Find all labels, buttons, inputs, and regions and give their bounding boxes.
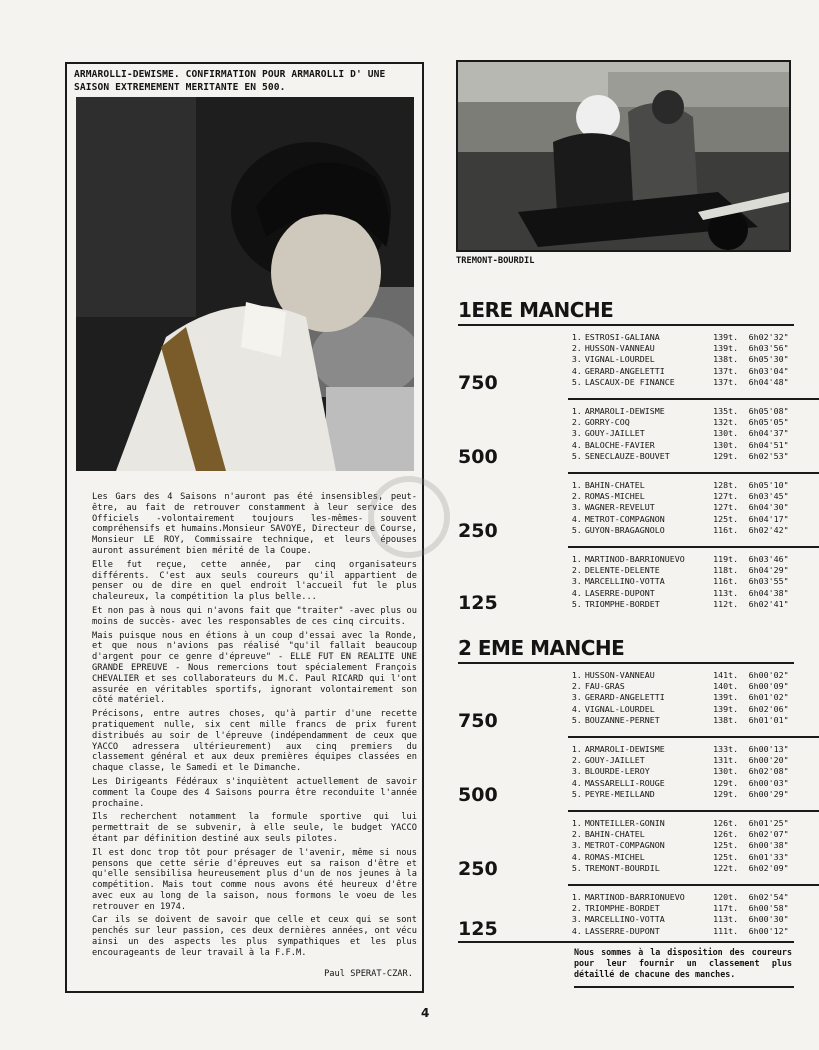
table-row: 1. HUSSON-VANNEAU 141t. 6h00'02" <box>571 670 789 680</box>
article-paragraph: Ils recherchent notamment la formule sportive qui lui permettrait de se subvenir, à elle seule, le budget YACCO étant par définition destiné aux seuls pilotes. <box>92 812 417 844</box>
class-block-750 <box>458 664 794 734</box>
table-row: 5. LASCAUX-DE FINANCE 137t. 6h04'48" <box>571 376 789 387</box>
small-photo-caption: TREMONT-BOURDIL <box>456 256 535 266</box>
table-row: 1. ESTROSI-GALIANA 139t. 6h02'32" <box>571 332 789 342</box>
table-row: 2. BAHIN-CHATEL 126t. 6h02'07" <box>571 829 789 840</box>
class-label: 250 <box>458 858 498 880</box>
photo-caption-main: ARMAROLLI-DEWISME. CONFIRMATION POUR ARMAROLLI D' UNE SAISON EXTREMEMENT MERITANTE EN 500. <box>74 69 386 93</box>
class-label: 500 <box>458 784 498 806</box>
article-paragraph: Précisons, entre autres choses, qu'à partir d'une recette pratiquement nulle, six cent mille francs de prix furent distribués au soir de l'épreuve (indépendamment de ceux que YACCO adressera ultérieurement) aux cinq premiers du classement général et aux deux premières équipes classées en chaque classe, le Samedi et le Dimanche. <box>92 709 417 774</box>
table-row: 3. METROT-COMPAGNON 125t. 6h00'38" <box>571 840 789 851</box>
watermark-logo <box>354 472 474 568</box>
table-row: 4. GERARD-ANGELETTI 137t. 6h03'04" <box>571 365 789 376</box>
table-row: 1. BAHIN-CHATEL 128t. 6h05'10" <box>571 480 789 490</box>
results-table <box>568 554 794 610</box>
table-row: 3. WAGNER-REVELUT 127t. 6h04'30" <box>571 502 789 513</box>
table-row: 3. BLOURDE-LEROY 130t. 6h02'08" <box>571 766 789 777</box>
class-label: 750 <box>458 710 498 732</box>
table-row: 2. DELENTE-DELENTE 118t. 6h04'29" <box>571 565 789 576</box>
class-block-500 <box>458 400 794 470</box>
article-paragraph: Elle fut reçue, cette année, par cinq organisateurs différents. C'est aux seuls coureurs qu'il appartient de penser ou de dire en quel endroit l'accueil fut le plus chaleureux, la compétition la plus belle... <box>92 559 417 603</box>
table-row: 5. SENECLAUZE-BOUVET 129t. 6h02'53" <box>571 450 789 461</box>
table-row: 4. VIGNAL-LOURDEL 139t. 6h02'06" <box>571 703 789 714</box>
results-table <box>568 670 794 726</box>
article-paragraph: Mais puisque nous en étions à un coup d'essai avec la Ronde, et que nous n'avions pas réalisé "qu'il fallait beaucoup d'argent pour ce genre d'épreuve" - ELLE FUT EN REALITE UNE GRANDE EPREUVE - Nous remercions tout spécialement François CHEVALIER et ses collaborateurs du M.C. Paul RICARD qui l'ont assurée en véritables sportifs, ignorant volontairement son côté matériel. <box>92 630 417 706</box>
class-block-125 <box>458 548 794 616</box>
table-row: 2. GORRY-COQ 132t. 6h05'05" <box>571 417 789 428</box>
table-row: 4. MASSARELLI-ROUGE 129t. 6h00'03" <box>571 777 789 788</box>
table-row: 2. ROMAS-MICHEL 127t. 6h03'45" <box>571 491 789 502</box>
table-row: 4. LASSERRE-DUPONT 111t. 6h00'12" <box>571 925 789 936</box>
divider <box>574 986 794 988</box>
table-row: 5. GUYON-BRAGAGNOLO 116t. 6h02'42" <box>571 524 789 535</box>
divider <box>458 941 794 943</box>
table-row: 1. MARTINOD-BARRIONUEVO 120t. 6h02'54" <box>571 892 789 902</box>
table-row: 5. TREMONT-BOURDIL 122t. 6h02'09" <box>571 862 789 873</box>
class-block-750 <box>458 326 794 396</box>
class-label: 125 <box>458 918 498 940</box>
article-paragraph: Les Gars des 4 Saisons n'auront pas été insensibles, peut-être, au fait de retrouver constamment à leur service des Officiels -volontairement toujours les-mêmes- souvent compréhensifs et humains.Monsieur SAVOYE, Directeur de Course, Monsieur LE ROY, Commissaire technique, et leurs épouses auront assurément bien mérité de la Coupe. <box>92 492 417 556</box>
table-row: 3. GOUY-JAILLET 130t. 6h04'37" <box>571 428 789 439</box>
table-row: 4. LASERRE-DUPONT 113t. 6h04'38" <box>571 587 789 598</box>
table-row: 5. PEYRE-MEILLAND 129t. 6h00'29" <box>571 788 789 799</box>
table-row: 3. VIGNAL-LOURDEL 138t. 6h05'30" <box>571 354 789 365</box>
table-row: 2. TRIOMPHE-BORDET 117t. 6h00'58" <box>571 903 789 914</box>
results-table <box>568 892 794 937</box>
class-label: 125 <box>458 592 498 614</box>
author-signature: Paul SPERAT-CZAR. <box>324 969 413 979</box>
article-paragraph: Car ils se doivent de savoir que celle et ceux qui se sont penchés sur leur passion, ces deux dernières années, ont vécu ainsi un des aspects les plus sympathiques et les plus encourageants de leur travail à la F.F.M. <box>92 915 417 958</box>
table-row: 2. HUSSON-VANNEAU 139t. 6h03'56" <box>571 343 789 354</box>
class-label: 750 <box>458 372 498 394</box>
class-block-250 <box>458 812 794 882</box>
table-row: 1. ARMAROLI-DEWISME 133t. 6h00'13" <box>571 744 789 754</box>
rider-portrait-photo <box>76 97 414 471</box>
race-pit-photo <box>456 60 791 252</box>
table-row: 3. GERARD-ANGELETTI 139t. 6h01'02" <box>571 692 789 703</box>
article-paragraph: Il est donc trop tôt pour présager de l'avenir, même si nous pensons que cette série d'épreuves eut sa raison d'être et qu'elle sensibilisa heureusement plus d'un de nos jeunes à la compétition. Mais tout comme nous avons été heureux d'être avec eux au long de la saison, nous formons le voeu de les retrouver en 1974. <box>92 847 417 912</box>
table-row: 4. ROMAS-MICHEL 125t. 6h01'33" <box>571 851 789 862</box>
class-label: 250 <box>458 520 498 542</box>
manche-1-title: 1ERE MANCHE <box>458 298 614 322</box>
manche-2-title: 2 EME MANCHE <box>458 636 625 660</box>
class-block-500 <box>458 738 794 808</box>
article-paragraph: Et non pas à nous qui n'avons fait que "traiter" -avec plus ou moins de succès- avec les responsables de ces cinq circuits. <box>92 605 417 627</box>
class-label: 500 <box>458 446 498 468</box>
table-row: 1. ARMAROLI-DEWISME 135t. 6h05'08" <box>571 406 789 416</box>
article-paragraph: Les Dirigeants Fédéraux s'inquiètent actuellement de savoir comment la Coupe des 4 Saisons pourra être reconduite l'année prochaine. <box>92 776 417 809</box>
table-row: 4. METROT-COMPAGNON 125t. 6h04'17" <box>571 513 789 524</box>
class-block-250 <box>458 474 794 544</box>
results-table <box>568 818 794 874</box>
results-table <box>568 332 794 388</box>
table-row: 2. GOUY-JAILLET 131t. 6h00'20" <box>571 755 789 766</box>
table-row: 1. MARTINOD-BARRIONUEVO 119t. 6h03'46" <box>571 554 789 564</box>
table-row: 5. BOUZANNE-PERNET 138t. 6h01'01" <box>571 714 789 725</box>
table-row: 4. BALOCHE-FAVIER 130t. 6h04'51" <box>571 439 789 450</box>
table-row: 1. MONTEILLER-GONIN 126t. 6h01'25" <box>571 818 789 828</box>
table-row: 2. FAU-GRAS 140t. 6h00'09" <box>571 681 789 692</box>
table-row: 5. TRIOMPHE-BORDET 112t. 6h02'41" <box>571 598 789 609</box>
results-note: Nous sommes à la disposition des coureurs pour leur fournir un classement plus détaillé de chacune des manches. <box>574 947 792 979</box>
results-table <box>568 480 794 536</box>
table-row: 3. MARCELLINO-VOTTA 113t. 6h00'30" <box>571 914 789 925</box>
results-table <box>568 406 794 462</box>
page-number: 4 <box>421 1006 430 1020</box>
results-table <box>568 744 794 800</box>
table-row: 3. MARCELLINO-VOTTA 116t. 6h03'55" <box>571 576 789 587</box>
class-block-125 <box>458 886 794 942</box>
